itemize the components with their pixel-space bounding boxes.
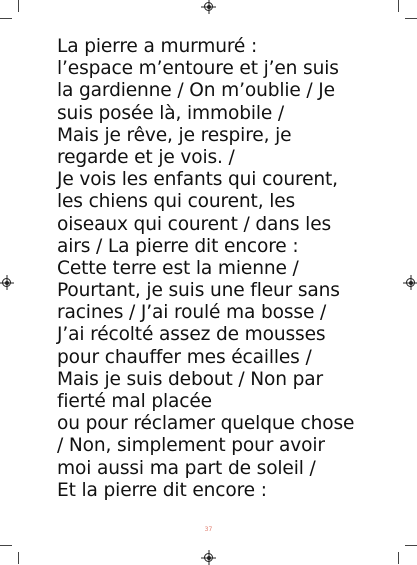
poem-line: J’ai récolté assez de mousses [57,324,326,346]
poem-line: Je vois les enfants qui courent, [57,169,338,191]
registration-mark-left-icon [2,278,11,287]
crop-mark-icon [18,552,19,564]
crop-mark-icon [405,18,417,19]
registration-mark-top-icon [204,2,213,11]
crop-mark-icon [405,545,417,546]
registration-mark-right-icon [406,278,415,287]
poem-line: ou pour réclamer quelque chose [57,413,355,435]
poem-line: La pierre a murmuré : [57,36,258,57]
poem-line: Mais je rêve, je respire, je [57,124,292,146]
poem-line: racines / J’ai roulé ma bosse / [57,302,327,324]
crop-mark-icon [398,0,399,12]
crop-mark-icon [0,18,12,19]
poem-line: Mais je suis debout / Non par [57,368,324,390]
poem-line: oiseaux qui courent / dans les [57,213,332,235]
poem-line: airs / La pierre dit encore : [57,235,299,257]
poem-line: / Non, simplement pour avoir [57,435,325,457]
poem-line: l’espace m’entoure et j’en suis [57,58,339,80]
poem-line: suis posée là, immobile / [57,102,285,124]
poem-line: Et la pierre dit encore : [57,479,267,501]
poem-line: la gardienne / On m’oublie / Je [57,80,335,102]
poem-text [57,36,402,502]
crop-mark-icon [398,552,399,564]
page-number: 37 [204,526,213,533]
poem-line: moi aussi ma part de soleil / [57,457,316,479]
poem-line: pour chauffer mes écailles / [57,346,312,368]
poem-line: Pourtant, je suis une fleur sans [57,280,340,302]
poem-line: Cette terre est la mienne / [57,257,299,279]
registration-mark-bottom-icon [204,553,213,562]
crop-mark-icon [0,545,12,546]
poem-line: fierté mal placée [57,391,212,412]
crop-mark-icon [18,0,19,12]
poem-line: les chiens qui courent, les [57,191,296,213]
poem-line: regarde et je vois. / [57,146,235,168]
